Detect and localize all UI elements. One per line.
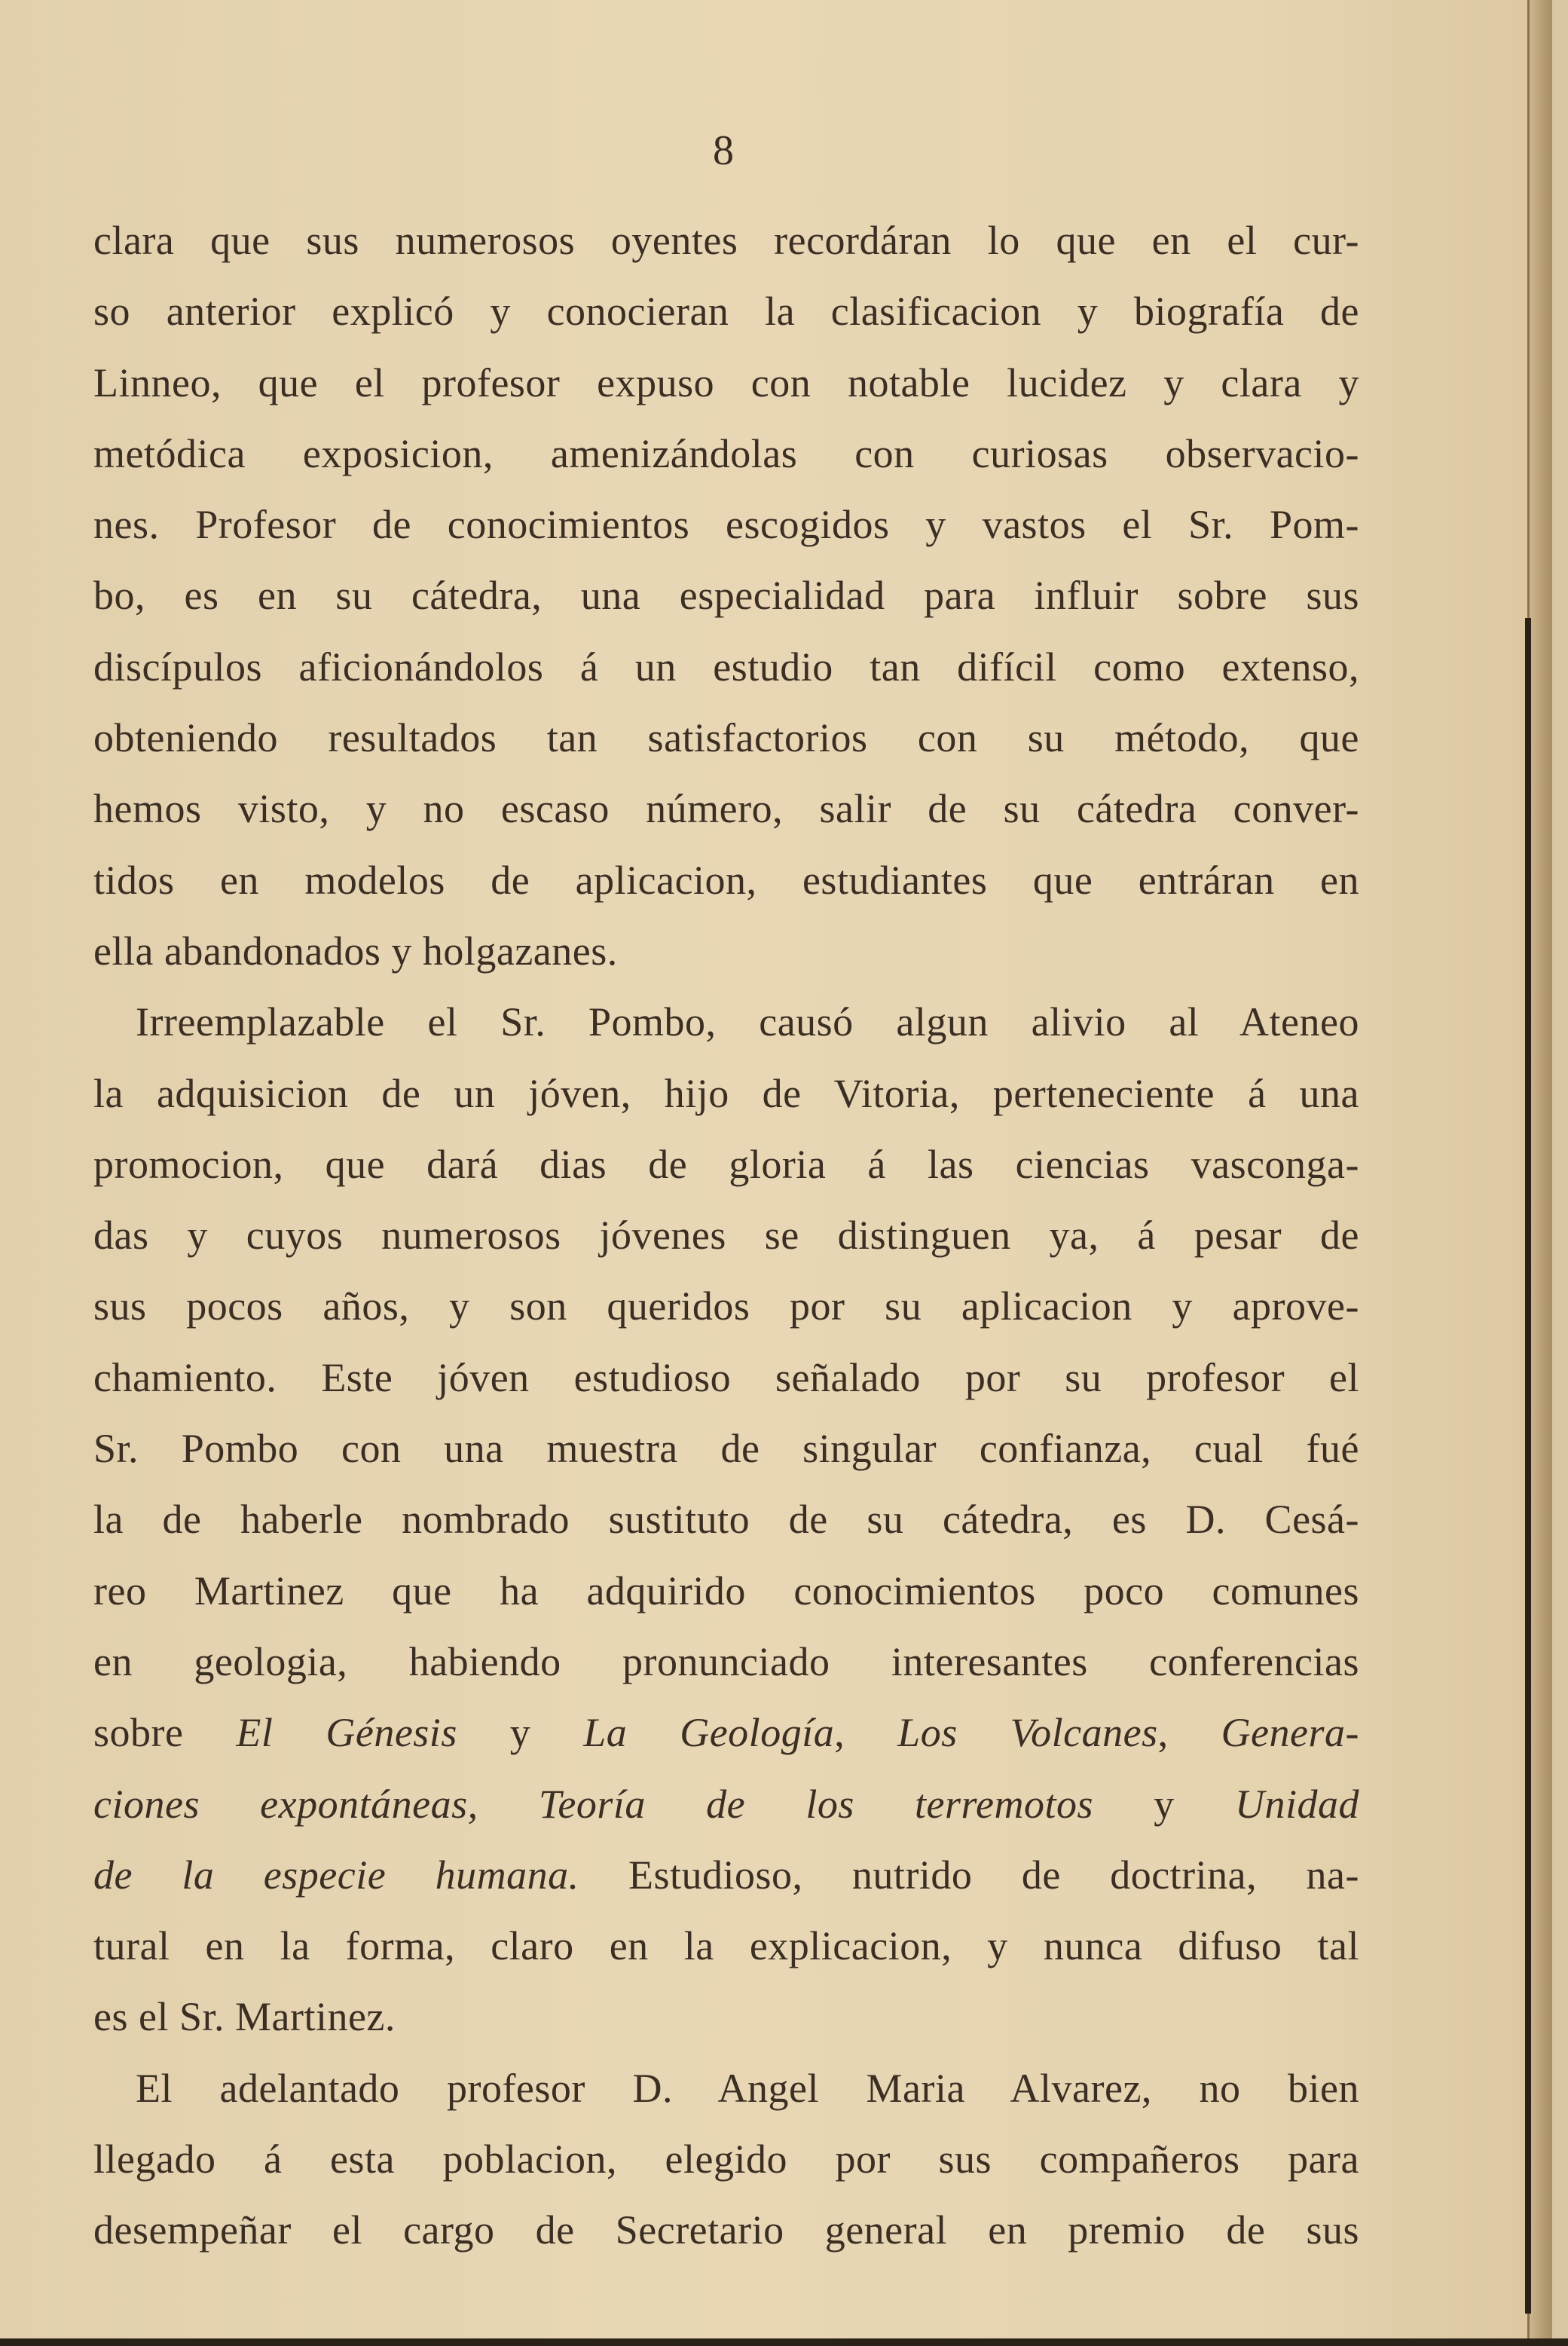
- text-line: [93, 1769, 1359, 1840]
- italic-title: Los Volcanes: [897, 1710, 1158, 1756]
- text-line: metódica exposicion, amenizándolas con curiosas observacio-: [93, 430, 1359, 476]
- text-line: hemos visto, y no escaso número, salir de su cátedra conver-: [93, 786, 1359, 832]
- text-line: nes. Profesor de conocimientos escogidos y vastos el Sr. Pom-: [93, 502, 1359, 548]
- italic-title: Unidad: [1235, 1781, 1360, 1827]
- text-line: tidos en modelos de aplicacion, estudiantes que entráran en: [93, 857, 1359, 903]
- text-line: chamiento. Este jóven estudioso señalado por su profesor el: [93, 1354, 1359, 1400]
- text-line: [93, 1697, 1359, 1768]
- text-line: la de haberle nombrado sustituto de su cátedra, es D. Cesá-: [93, 1497, 1359, 1543]
- text-line: [93, 1840, 1359, 1910]
- text-line: llegado á esta poblacion, elegido por sus compañeros para: [93, 2136, 1359, 2182]
- text-run: Estudioso, nutrido de doctrina, na-: [579, 1852, 1359, 1898]
- text-line: en geologia, habiendo pronunciado interesantes conferencias: [93, 1638, 1359, 1684]
- text-line: das y cuyos numerosos jóvenes se distinguen ya, á pesar de: [93, 1213, 1359, 1259]
- italic-title: ciones expontáneas, Teoría de los terremotos: [93, 1781, 1094, 1827]
- text-line: tural en la forma, claro en la explicacion, y nunca difuso tal: [93, 1923, 1359, 1969]
- italic-title: de la especie humana.: [93, 1852, 579, 1898]
- italic-title: La Geología: [583, 1710, 835, 1756]
- text-line: El adelantado profesor D. Angel Maria Alvarez, no bien: [136, 2065, 1359, 2111]
- bottom-edge: [0, 2338, 1568, 2346]
- text-line: Sr. Pombo con una muestra de singular confianza, cual fué: [93, 1426, 1359, 1472]
- text-run: ,: [834, 1710, 898, 1756]
- text-line: reo Martinez que ha adquirido conocimientos poco comunes: [93, 1568, 1359, 1613]
- text-line: Irreemplazable el Sr. Pombo, causó algun alivio al Ateneo: [136, 999, 1359, 1045]
- text-line: discípulos aficionándolos á un estudio tan difícil como extenso,: [93, 644, 1359, 690]
- page-number: 8: [713, 127, 734, 174]
- text-line: es el Sr. Martinez.: [93, 1994, 396, 2040]
- text-line: Linneo, que el profesor expuso con notable lucidez y clara y: [93, 359, 1359, 405]
- text-line: clara que sus numerosos oyentes recordáran lo que en el cur-: [93, 218, 1359, 263]
- text-line: ella abandonados y holgazanes.: [93, 928, 618, 974]
- text-line: desempeñar el cargo de Secretario general en premio de sus: [93, 2207, 1359, 2253]
- text-line: la adquisicion de un jóven, hijo de Vitoria, perteneciente á una: [93, 1070, 1359, 1116]
- text-run: y: [457, 1710, 584, 1756]
- italic-title: El Génesis: [236, 1710, 457, 1756]
- text-line: so anterior explicó y conocieran la clasificacion y biografía de: [93, 289, 1359, 335]
- italic-title: Genera-: [1221, 1710, 1359, 1756]
- text-run: ,: [1157, 1710, 1221, 1756]
- text-run: y: [1093, 1781, 1236, 1827]
- text-line: sus pocos años, y son queridos por su aplicacion y aprove-: [93, 1283, 1359, 1329]
- text-line: bo, es en su cátedra, una especialidad para influir sobre sus: [93, 573, 1359, 619]
- body-text: [93, 205, 1359, 2266]
- text-run: sobre: [93, 1710, 237, 1756]
- text-line: promocion, que dará dias de gloria á las ciencias vasconga-: [93, 1141, 1359, 1187]
- page-edge-shadow: [1525, 618, 1531, 2314]
- text-line: obteniendo resultados tan satisfactorios con su método, que: [93, 715, 1359, 761]
